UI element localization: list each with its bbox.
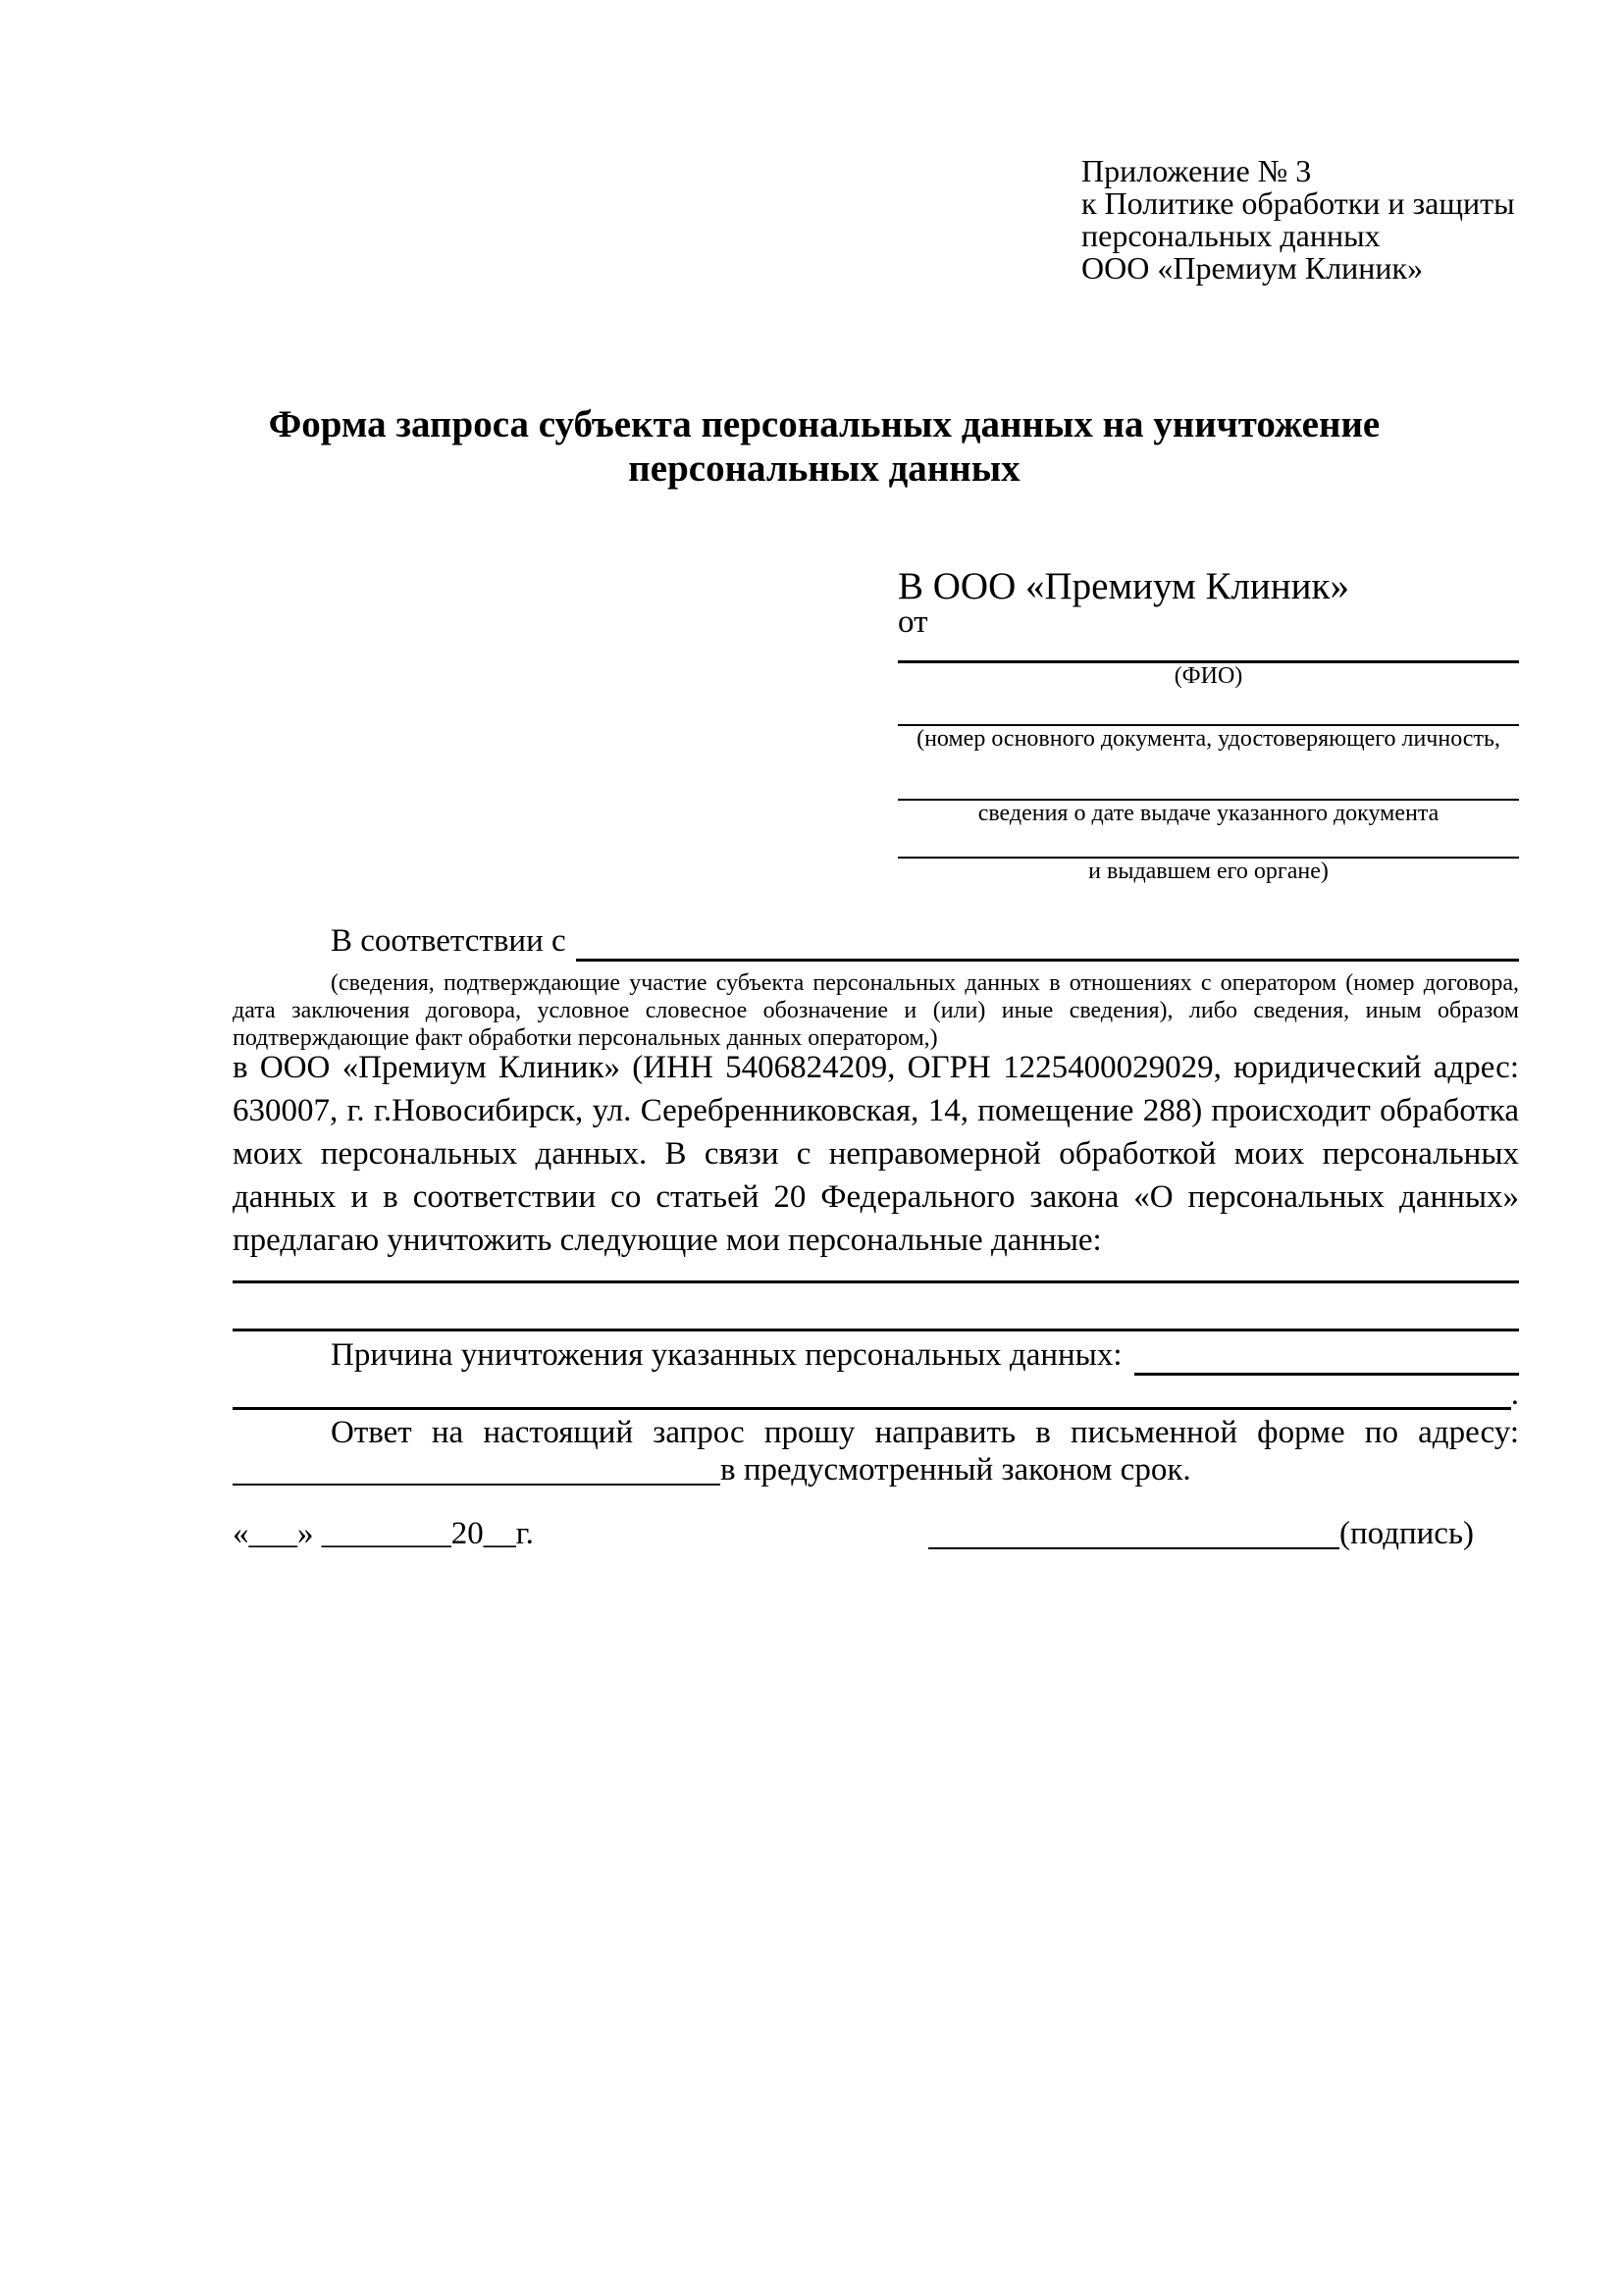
personal-data-blank-line-2 bbox=[233, 1305, 1519, 1331]
reason-blank-line-2 bbox=[233, 1377, 1519, 1412]
issuing-authority-blank-line bbox=[898, 827, 1519, 859]
response-tail: в предусмотренный законом срок. bbox=[720, 1452, 1191, 1487]
document-number-caption: (номер основного документа, удостоверяющего личность, bbox=[916, 726, 1500, 752]
issuing-authority-caption: и выдавшем его органе) bbox=[1088, 859, 1329, 884]
reason-label: Причина уничтожения указанных персональных данных: bbox=[331, 1337, 1123, 1373]
addressee-from-label: от bbox=[898, 604, 928, 640]
appendix-header-line-4: ООО «Премиум Клиник» bbox=[1081, 250, 1424, 286]
accordance-row bbox=[233, 920, 1519, 962]
response-request-line: Ответ на настоящий запрос прошу направить в письменной форме по адресу: bbox=[331, 1415, 1519, 1450]
accordance-lead: В соответствии с bbox=[331, 923, 566, 959]
addressee-organization: В ООО «Премиум Клиник» bbox=[898, 565, 1349, 607]
footer-row bbox=[233, 1513, 1519, 1554]
signature-group bbox=[928, 1513, 1474, 1554]
response-address-row bbox=[233, 1454, 1519, 1486]
appendix-header-line-1: Приложение № 3 bbox=[1081, 153, 1312, 188]
document-title: Форма запроса субъекта персональных данных на уничтожение персональных данных bbox=[268, 403, 1381, 490]
addressee-block bbox=[898, 567, 1519, 885]
appendix-header-line-3: персональных данных bbox=[1081, 218, 1381, 253]
address-blank-line bbox=[233, 1454, 720, 1486]
document-number-blank-line bbox=[898, 690, 1519, 726]
fio-caption: (ФИО) bbox=[1174, 663, 1243, 689]
fio-blank-line bbox=[898, 639, 1519, 663]
appendix-header bbox=[1081, 155, 1515, 285]
issue-date-blank-line bbox=[898, 753, 1519, 801]
appendix-header-line-2: к Политике обработки и защиты bbox=[1081, 185, 1515, 221]
request-body-paragraph: в ООО «Премиум Клиник» (ИНН 5406824209, ОГРН 1225400029029, юридический адрес: 630007, г. г.Новосибирск, ул. Серебренниковская, 14, помещение 288) происходит обработка моих персональных данных. В связи с неправомерной обработкой моих персональных данных и в соответствии со статьей 20 Федерального закона «О персональных данных» предлагаю уничтожить следующие мои персональные данные: bbox=[233, 1050, 1519, 1258]
date-blank: «___» ________20__г. bbox=[233, 1516, 534, 1551]
page-content bbox=[233, 0, 1519, 2296]
personal-data-blank-line-1 bbox=[233, 1257, 1519, 1283]
reason-blank-line-2-rule bbox=[233, 1380, 1511, 1410]
signature-blank-line bbox=[928, 1547, 1339, 1549]
reason-end-period: . bbox=[1510, 1377, 1519, 1412]
reason-row bbox=[233, 1334, 1519, 1376]
accordance-note: (сведения, подтверждающие участие субъекта персональных данных в отношениях с оператором (номер договора, дата заключения договора, условное словесное обозначение и (или) иные сведения), либо сведения, иным образом подтверждающие факт обработки персональных данных оператором,) bbox=[233, 970, 1519, 1051]
issue-date-caption: сведения о дате выдаче указанного документа bbox=[977, 801, 1440, 826]
accordance-blank-line bbox=[576, 920, 1519, 962]
signature-caption: (подпись) bbox=[1339, 1516, 1474, 1551]
reason-blank-line bbox=[1134, 1334, 1519, 1376]
